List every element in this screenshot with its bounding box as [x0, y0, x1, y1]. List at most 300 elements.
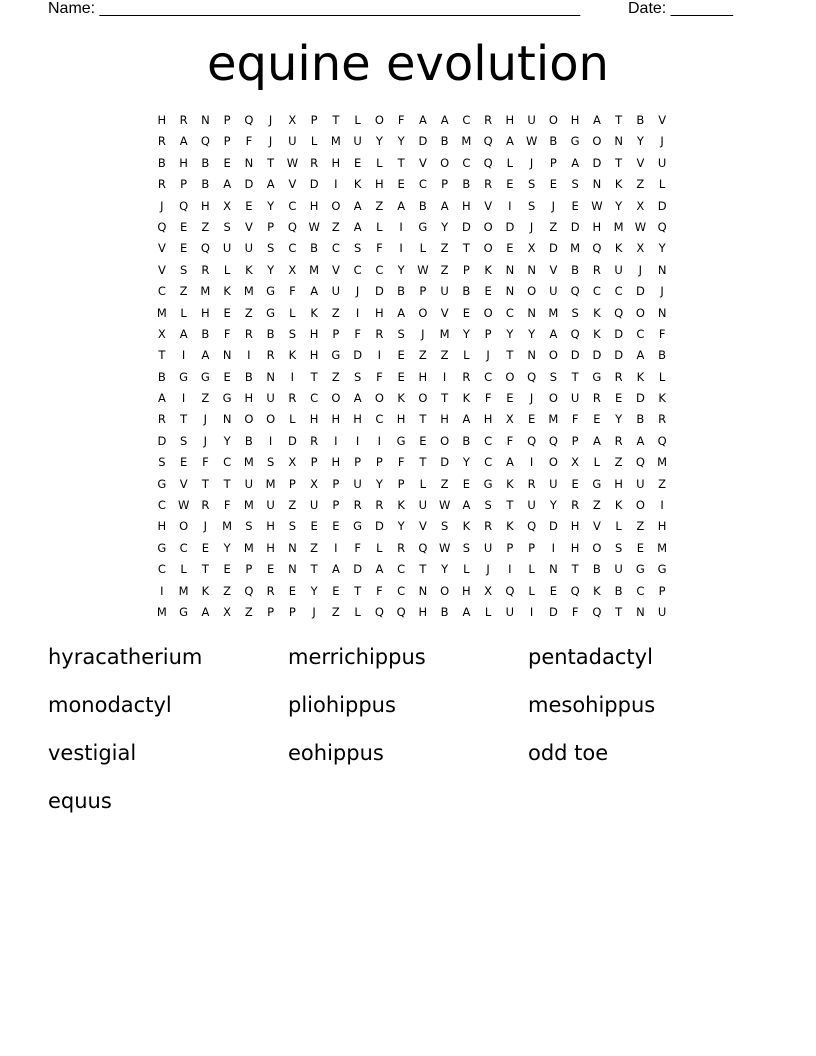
grid-letter: W [438, 540, 451, 555]
grid-letter: R [353, 498, 362, 513]
grid-letter: E [332, 583, 340, 598]
grid-letter: R [462, 369, 471, 384]
grid-letter: Q [548, 433, 558, 448]
grid-letter: P [310, 455, 318, 470]
grid-letter: U [244, 241, 254, 256]
grid-letter: F [223, 326, 231, 341]
grid-letter: N [266, 369, 275, 384]
grid-letter: P [658, 583, 666, 598]
name-field: Name: ______________________________________________________ [48, 0, 581, 17]
grid-letter: Y [267, 198, 275, 213]
grid-letter: A [505, 455, 514, 470]
grid-letter: Q [635, 455, 645, 470]
grid-letter: K [636, 369, 645, 384]
grid-letter: M [243, 284, 254, 299]
grid-letter: G [200, 369, 210, 384]
grid-letter: R [592, 262, 601, 277]
grid-letter: I [268, 433, 273, 448]
grid-letter: B [440, 134, 449, 149]
grid-letter: V [179, 476, 188, 491]
grid-letter: E [593, 412, 601, 427]
word-bank-item: merrichippus [288, 645, 426, 669]
grid-letter: P [223, 134, 231, 149]
grid-letter: V [484, 198, 493, 213]
grid-letter: C [353, 262, 362, 277]
grid-letter: C [484, 369, 493, 384]
grid-letter: L [354, 604, 361, 619]
grid-letter: Y [506, 326, 514, 341]
grid-row [151, 452, 673, 473]
grid-letter: Y [636, 134, 644, 149]
grid-letter: A [418, 113, 427, 127]
grid-letter: U [657, 155, 667, 170]
grid-letter: A [223, 177, 232, 192]
word-bank-item: vestigial [48, 741, 137, 765]
grid-letter: H [418, 369, 428, 384]
grid-letter: D [548, 241, 558, 256]
grid-letter: S [266, 455, 275, 470]
grid-letter: K [353, 177, 362, 192]
grid-letter: A [462, 412, 471, 427]
grid-letter: K [310, 305, 318, 320]
grid-letter: I [660, 498, 664, 513]
grid-letter: G [266, 305, 276, 320]
grid-letter: D [440, 455, 450, 470]
grid-letter: D [461, 219, 471, 234]
grid-letter: A [397, 305, 406, 320]
grid-letter: G [483, 476, 493, 491]
grid-letter: A [310, 284, 319, 299]
grid-letter: N [244, 155, 254, 170]
grid-letter: Y [310, 583, 318, 598]
grid-letter: H [570, 540, 580, 555]
grid-letter: R [310, 155, 319, 170]
grid-letter: M [309, 262, 320, 277]
grid-letter: N [527, 305, 536, 320]
grid-letter: Q [657, 433, 667, 448]
grid-letter: K [614, 498, 623, 513]
grid-letter: C [179, 540, 188, 555]
grid-letter: L [528, 562, 535, 577]
grid-letter: Z [331, 219, 340, 234]
grid-letter: G [592, 369, 602, 384]
grid-letter: K [593, 305, 601, 320]
grid-letter: S [223, 219, 231, 234]
grid-letter: J [529, 155, 534, 170]
grid-letter: U [222, 241, 232, 256]
grid-letter: O [266, 412, 276, 427]
grid-letter: P [332, 476, 340, 491]
grid-letter: S [462, 540, 471, 555]
grid-row [151, 474, 673, 495]
grid-letter: S [571, 305, 579, 320]
grid-letter: O [527, 284, 537, 299]
grid-letter: L [376, 540, 383, 555]
grid-row [151, 153, 673, 174]
grid-letter: N [288, 562, 297, 577]
grid-letter: S [527, 177, 536, 192]
grid-letter: B [636, 412, 645, 427]
grid-letter: U [636, 476, 645, 491]
grid-letter: G [657, 562, 667, 577]
grid-letter: Q [592, 604, 602, 619]
grid-letter: E [223, 305, 231, 320]
grid-letter: D [418, 134, 428, 149]
grid-letter: Q [527, 519, 537, 534]
grid-letter: Q [157, 219, 167, 234]
grid-letter: C [223, 455, 232, 470]
grid-letter: M [461, 134, 472, 149]
grid-letter: O [635, 305, 645, 320]
grid-letter: E [571, 198, 579, 213]
grid-letter: Y [267, 262, 275, 277]
grid-letter: S [397, 326, 405, 341]
grid-letter: Y [658, 241, 666, 256]
grid-letter: I [399, 219, 403, 234]
grid-letter: M [548, 305, 559, 320]
grid-letter: L [180, 562, 187, 577]
grid-letter: T [310, 562, 318, 577]
grid-letter: F [245, 134, 253, 149]
grid-letter: Z [223, 583, 232, 598]
grid-letter: I [334, 433, 338, 448]
grid-letter: V [636, 155, 645, 170]
grid-letter: A [636, 433, 645, 448]
grid-letter: K [288, 348, 297, 363]
grid-letter: T [506, 348, 514, 363]
grid-letter: K [245, 262, 253, 277]
grid-letter: I [160, 583, 164, 598]
grid-letter: T [354, 583, 362, 598]
grid-letter: Z [636, 519, 645, 534]
grid-letter: H [179, 155, 188, 170]
grid-letter: P [375, 455, 383, 470]
grid-letter: U [614, 262, 623, 277]
grid-letter: A [440, 113, 449, 127]
grid-letter: A [571, 155, 580, 170]
grid-letter: C [592, 284, 601, 299]
grid-letter: L [463, 562, 470, 577]
grid-letter: Z [440, 348, 449, 363]
grid-letter: L [506, 155, 514, 170]
grid-letter: E [223, 369, 231, 384]
grid-letter: L [658, 369, 666, 384]
grid-letter: P [288, 604, 296, 619]
grid-letter: H [331, 412, 341, 427]
grid-letter: S [288, 326, 297, 341]
grid-letter: J [203, 519, 208, 534]
grid-letter: L [615, 519, 622, 534]
grid-letter: Z [331, 305, 340, 320]
grid-letter: M [330, 134, 341, 149]
grid-letter: E [223, 562, 231, 577]
grid-letter: B [571, 262, 580, 277]
grid-letter: R [266, 348, 275, 363]
grid-letter: K [201, 583, 210, 598]
grid-letter: B [201, 326, 210, 341]
grid-letter: Q [614, 305, 624, 320]
grid-letter: G [266, 284, 276, 299]
grid-letter: B [440, 604, 449, 619]
grid-letter: B [157, 369, 166, 384]
grid-letter: Y [615, 412, 623, 427]
letter-grid [151, 110, 673, 623]
grid-letter: C [397, 562, 406, 577]
grid-row [151, 110, 673, 131]
grid-letter: H [309, 348, 319, 363]
grid-letter: E [506, 177, 514, 192]
grid-letter: J [529, 391, 534, 406]
grid-letter: R [179, 113, 188, 127]
grid-letter: V [418, 519, 427, 534]
grid-letter: M [243, 455, 254, 470]
grid-letter: P [267, 219, 275, 234]
grid-letter: G [396, 433, 406, 448]
grid-row [151, 324, 673, 345]
grid-letter: I [247, 348, 251, 363]
grid-letter: H [375, 177, 384, 192]
grid-letter: K [462, 391, 471, 406]
grid-letter: Z [658, 476, 667, 491]
grid-letter: T [180, 412, 188, 427]
grid-letter: U [266, 498, 275, 513]
grid-letter: J [203, 433, 208, 448]
page-title: equine evolution [207, 36, 609, 92]
date-field: Date: _______ [628, 0, 733, 17]
grid-letter: T [397, 155, 405, 170]
grid-letter: H [570, 519, 580, 534]
grid-letter: P [354, 455, 362, 470]
grid-letter: L [180, 305, 187, 320]
grid-letter: O [418, 305, 428, 320]
grid-letter: I [551, 540, 556, 555]
grid-letter: I [377, 433, 382, 448]
grid-letter: K [614, 241, 623, 256]
grid-letter: I [377, 348, 382, 363]
grid-letter: I [334, 540, 338, 555]
grid-letter: J [421, 326, 425, 341]
grid-letter: Q [570, 583, 580, 598]
grid-letter: W [634, 219, 647, 234]
grid-letter: X [527, 241, 536, 256]
grid-letter: X [484, 583, 493, 598]
grid-letter: C [418, 177, 427, 192]
grid-letter: R [484, 519, 493, 534]
grid-row [151, 409, 673, 430]
grid-letter: A [201, 604, 210, 619]
grid-letter: L [419, 476, 427, 491]
grid-letter: D [592, 155, 602, 170]
grid-letter: O [179, 519, 189, 534]
grid-letter: S [158, 455, 166, 470]
grid-letter: V [331, 262, 340, 277]
grid-letter: H [375, 305, 384, 320]
grid-letter: N [592, 177, 602, 192]
grid-letter: D [374, 284, 384, 299]
grid-letter: V [418, 155, 427, 170]
grid-letter: A [157, 391, 166, 406]
grid-letter: O [418, 391, 428, 406]
grid-letter: C [397, 583, 406, 598]
grid-letter: H [483, 412, 493, 427]
grid-letter: K [397, 498, 405, 513]
grid-letter: U [244, 476, 254, 491]
grid-letter: V [157, 262, 166, 277]
grid-letter: G [222, 391, 232, 406]
grid-letter: E [201, 540, 210, 555]
grid-letter: K [593, 326, 601, 341]
grid-letter: C [462, 155, 471, 170]
grid-letter: I [442, 369, 447, 384]
grid-letter: P [267, 604, 275, 619]
grid-letter: P [484, 326, 492, 341]
word-bank-item: pentadactyl [528, 645, 653, 669]
grid-letter: R [658, 412, 667, 427]
grid-row [151, 559, 673, 580]
grid-letter: O [374, 113, 384, 127]
grid-letter: C [484, 455, 493, 470]
grid-letter: D [592, 348, 602, 363]
grid-letter: R [592, 391, 601, 406]
grid-letter: Q [396, 604, 406, 619]
grid-letter: C [157, 284, 166, 299]
grid-letter: T [201, 562, 209, 577]
grid-letter: S [288, 519, 297, 534]
grid-letter: D [635, 284, 645, 299]
grid-letter: Z [310, 540, 319, 555]
grid-letter: F [289, 284, 296, 299]
grid-letter: H [266, 540, 275, 555]
grid-letter: G [179, 604, 189, 619]
grid-letter: Z [592, 498, 601, 513]
grid-letter: P [245, 562, 253, 577]
grid-letter: E [549, 177, 558, 192]
grid-letter: B [462, 177, 471, 192]
grid-letter: K [506, 519, 514, 534]
grid-letter: S [614, 540, 623, 555]
grid-letter: F [571, 604, 579, 619]
grid-letter: F [571, 412, 579, 427]
grid-letter: A [440, 198, 449, 213]
grid-letter: O [483, 241, 493, 256]
grid-letter: D [157, 433, 167, 448]
grid-letter: R [375, 498, 384, 513]
grid-letter: Z [288, 498, 297, 513]
grid-letter: N [288, 540, 297, 555]
grid-letter: E [179, 241, 188, 256]
grid-letter: U [527, 113, 536, 127]
grid-letter: Y [397, 519, 405, 534]
grid-row [151, 602, 673, 623]
grid-letter: Q [657, 219, 667, 234]
grid-letter: G [157, 476, 167, 491]
grid-letter: N [527, 262, 536, 277]
grid-letter: L [289, 412, 296, 427]
grid-letter: A [549, 326, 558, 341]
grid-letter: A [353, 198, 362, 213]
grid-letter: H [657, 519, 667, 534]
grid-letter: B [614, 583, 623, 598]
grid-letter: E [266, 562, 275, 577]
grid-letter: W [591, 198, 603, 213]
grid-letter: H [244, 391, 254, 406]
grid-letter: J [529, 219, 534, 234]
grid-letter: R [157, 134, 166, 149]
grid-letter: N [527, 348, 536, 363]
grid-letter: D [548, 519, 558, 534]
grid-letter: M [200, 284, 211, 299]
grid-letter: K [614, 177, 623, 192]
grid-letter: H [440, 412, 449, 427]
grid-letter: I [529, 604, 534, 619]
grid-letter: X [288, 113, 297, 127]
grid-letter: H [201, 198, 210, 213]
grid-letter: X [636, 241, 645, 256]
grid-letter: G [157, 540, 167, 555]
grid-row [151, 238, 673, 259]
grid-letter: Z [636, 177, 645, 192]
grid-letter: Y [462, 455, 470, 470]
grid-letter: T [419, 562, 427, 577]
grid-letter: C [288, 241, 297, 256]
grid-letter: D [287, 433, 297, 448]
grid-letter: G [570, 134, 580, 149]
grid-row [151, 303, 673, 324]
grid-letter: F [223, 498, 231, 513]
grid-letter: D [614, 326, 624, 341]
grid-letter: D [570, 348, 580, 363]
grid-letter: N [505, 262, 515, 277]
grid-letter: G [592, 476, 602, 491]
grid-letter: Q [200, 134, 210, 149]
grid-letter: Z [418, 348, 427, 363]
header-line [48, 0, 748, 20]
grid-letter: M [548, 412, 559, 427]
grid-letter: J [486, 348, 490, 363]
grid-letter: U [418, 498, 428, 513]
grid-letter: C [462, 113, 471, 127]
grid-letter: Q [374, 604, 384, 619]
grid-letter: X [223, 198, 232, 213]
grid-letter: F [397, 113, 405, 127]
grid-letter: C [636, 583, 645, 598]
grid-letter: U [505, 604, 515, 619]
grid-letter: R [527, 476, 536, 491]
grid-letter: I [181, 391, 186, 406]
grid-letter: I [290, 369, 295, 384]
grid-letter: Z [440, 262, 449, 277]
grid-letter: U [614, 562, 623, 577]
grid-letter: M [570, 241, 581, 256]
grid-letter: E [353, 155, 362, 170]
grid-letter: V [440, 305, 449, 320]
grid-row [151, 131, 673, 152]
grid-row [151, 260, 673, 281]
grid-letter: F [354, 540, 361, 555]
grid-letter: D [309, 177, 319, 192]
grid-letter: U [331, 284, 341, 299]
grid-letter: C [310, 391, 319, 406]
grid-letter: E [527, 412, 536, 427]
grid-letter: T [615, 604, 623, 619]
grid-letter: P [310, 113, 318, 127]
grid-letter: X [571, 455, 580, 470]
grid-letter: R [157, 177, 166, 192]
grid-letter: E [245, 198, 253, 213]
grid-letter: I [181, 348, 186, 363]
grid-letter: J [638, 262, 643, 277]
grid-letter: Z [179, 284, 188, 299]
